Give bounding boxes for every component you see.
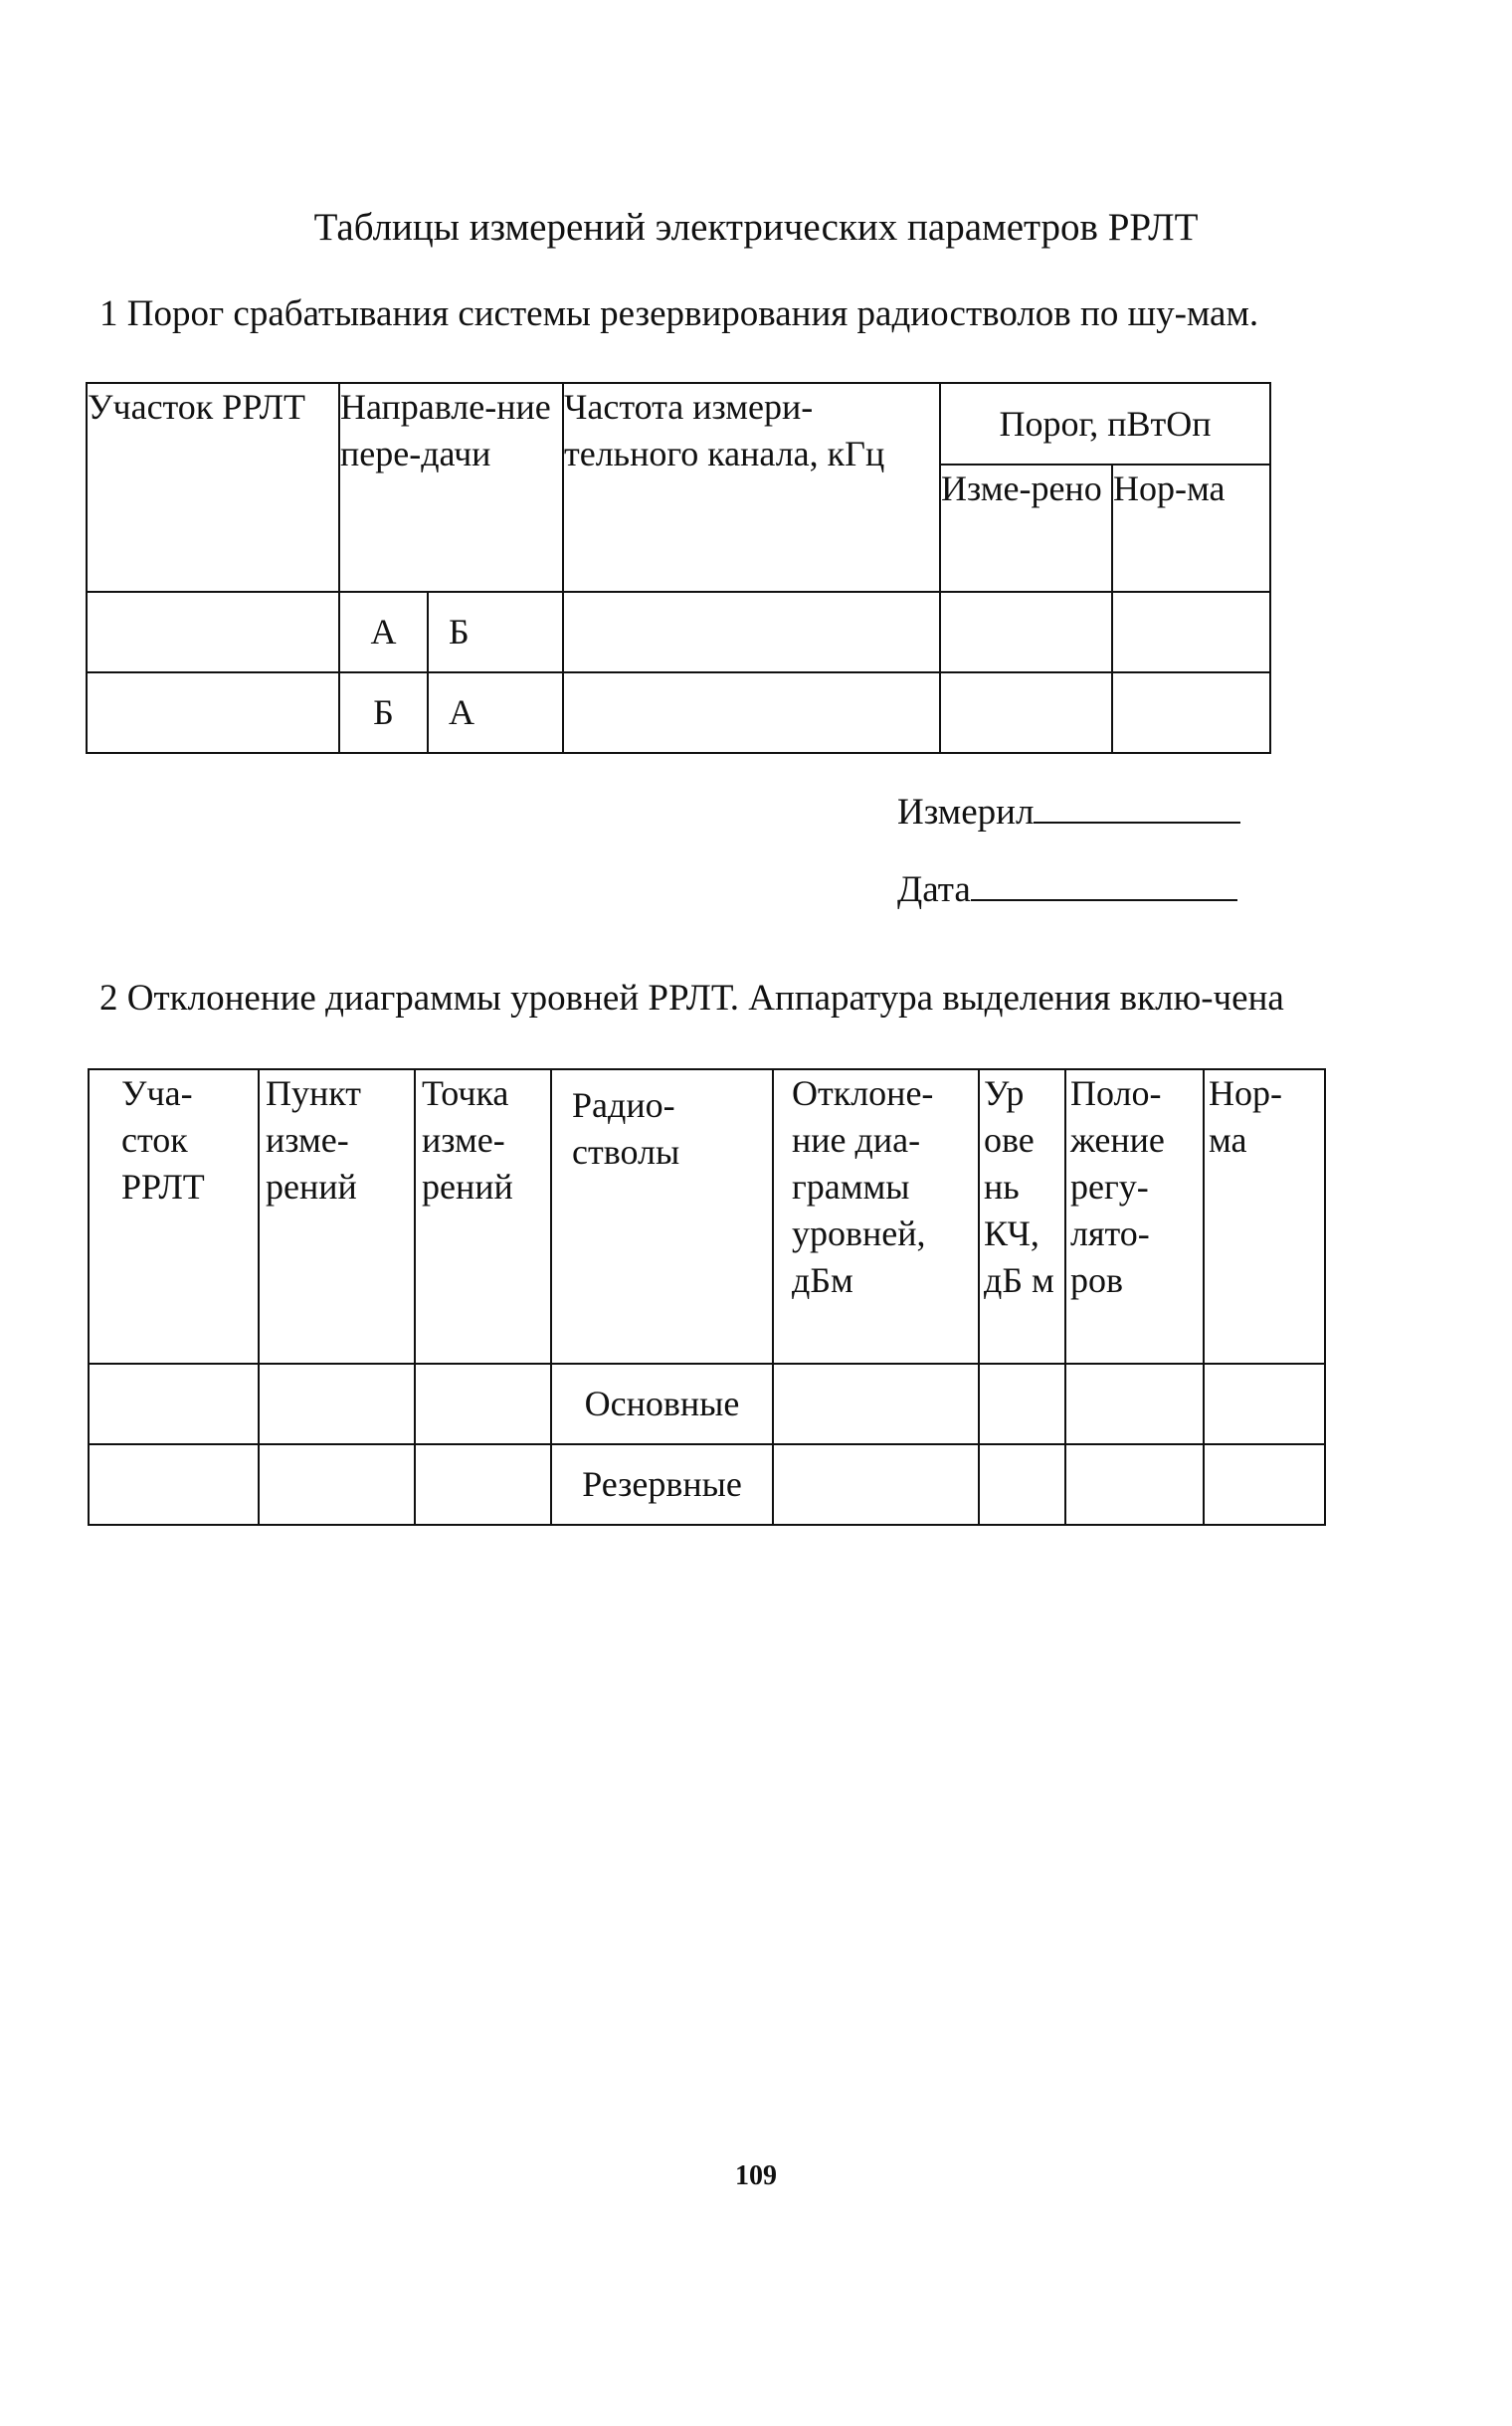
cell-empty <box>1112 672 1270 753</box>
cell-empty <box>1065 1444 1204 1525</box>
header-napravlenie: Направле-ние пере-дачи <box>339 383 563 592</box>
header-radiostvoly: Радио-стволы <box>551 1069 773 1364</box>
cell-empty <box>87 672 339 753</box>
cell-empty <box>563 672 940 753</box>
date-label: Дата <box>897 869 971 910</box>
header-punkt: Пункт изме-рений <box>259 1069 415 1364</box>
cell-empty <box>89 1364 259 1444</box>
cell-direction-from: А <box>339 592 428 672</box>
cell-direction-to: Б <box>428 592 563 672</box>
threshold-table <box>86 382 1271 754</box>
cell-empty <box>89 1444 259 1525</box>
cell-empty <box>940 672 1112 753</box>
page-number: 109 <box>735 2160 777 2191</box>
table-row <box>87 592 1270 672</box>
cell-empty <box>773 1444 979 1525</box>
cell-direction-to: А <box>428 672 563 753</box>
header-otklonenie: Отклоне-ние диа-граммы уровней, дБм <box>773 1069 979 1364</box>
header-norma: Нор-ма <box>1112 465 1270 592</box>
cell-empty <box>1065 1364 1204 1444</box>
measured-line <box>1034 786 1240 824</box>
cell-empty <box>415 1444 551 1525</box>
section1-heading: 1 Порог срабатывания системы резервирования радиостволов по шу-мам. <box>99 293 1259 334</box>
header-izmereno: Изме-рено <box>940 465 1112 592</box>
cell-empty <box>979 1364 1065 1444</box>
cell-empty <box>259 1364 415 1444</box>
cell-empty <box>1112 592 1270 672</box>
cell-empty <box>563 592 940 672</box>
measured-label: Измерил <box>897 792 1035 833</box>
header-uroven: Ур ове нь КЧ, дБ м <box>979 1069 1065 1364</box>
table-row <box>89 1444 1325 1525</box>
date-signature <box>897 863 1237 911</box>
cell-empty <box>979 1444 1065 1525</box>
page-title: Таблицы измерений электрических параметров РРЛТ <box>313 206 1199 249</box>
header-chastota: Частота измери-тельного канала, кГц <box>563 383 940 592</box>
header-uchastok: Уча-сток РРЛТ <box>89 1069 259 1364</box>
cell-direction-from: Б <box>339 672 428 753</box>
header-norma: Нор-ма <box>1204 1069 1325 1364</box>
table-row <box>87 672 1270 753</box>
measured-signature <box>897 786 1240 834</box>
cell-empty <box>940 592 1112 672</box>
header-tochka: Точка изме-рений <box>415 1069 551 1364</box>
section2-heading: 2 Отклонение диаграммы уровней РРЛТ. Аппаратура выделения вклю-чена <box>99 978 1284 1019</box>
header-porog: Порог, пВтОп <box>940 383 1270 465</box>
cell-empty <box>1204 1444 1325 1525</box>
cell-empty <box>1204 1364 1325 1444</box>
cell-empty <box>87 592 339 672</box>
cell-radiostvol: Резервные <box>551 1444 773 1525</box>
header-polozhenie: Поло-жение регу-лято-ров <box>1065 1069 1204 1364</box>
cell-empty <box>415 1364 551 1444</box>
cell-empty <box>259 1444 415 1525</box>
level-table <box>88 1068 1326 1526</box>
table-row <box>89 1364 1325 1444</box>
cell-radiostvol: Основные <box>551 1364 773 1444</box>
header-uchastok: Участок РРЛТ <box>87 383 339 592</box>
cell-empty <box>773 1364 979 1444</box>
date-line <box>971 863 1237 901</box>
